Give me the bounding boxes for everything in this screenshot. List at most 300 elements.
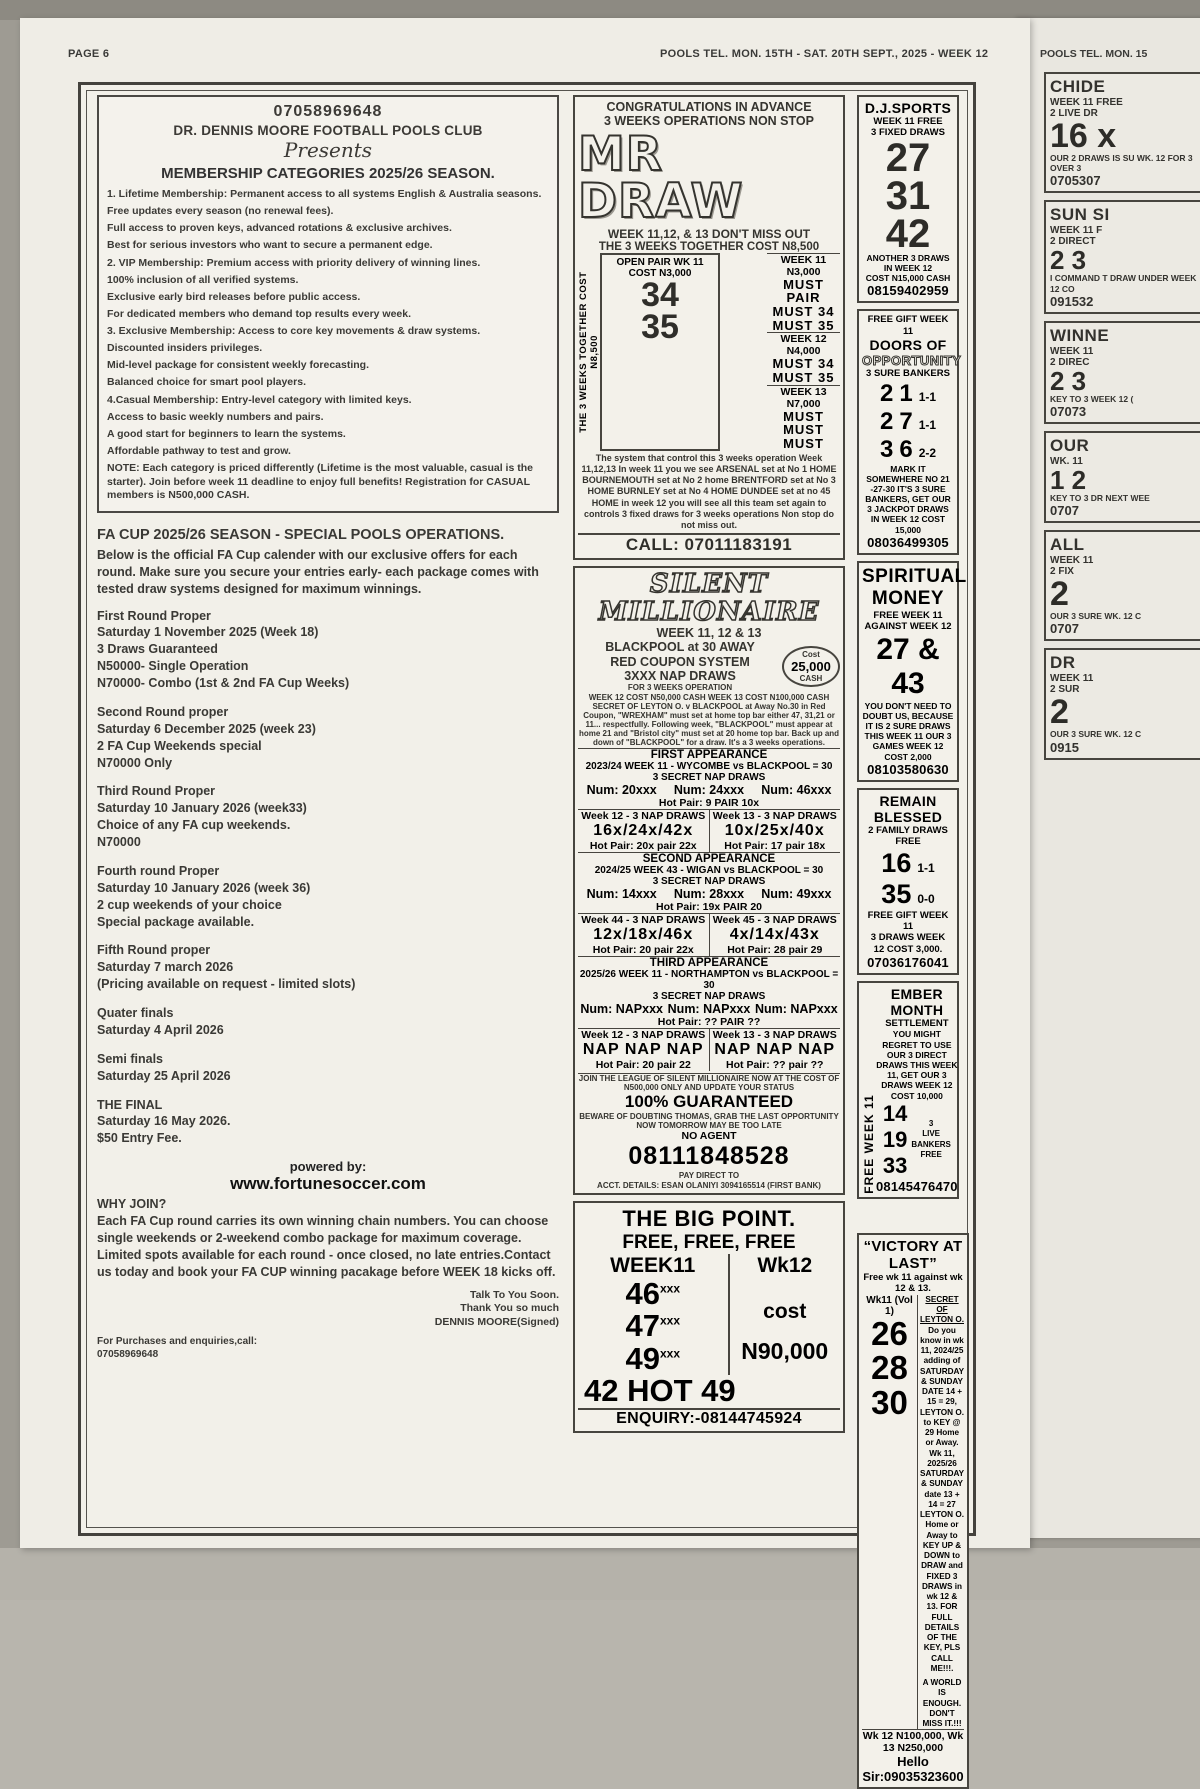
nap-number: Num: 24xxx bbox=[673, 782, 745, 797]
hot-pair: Hot Pair: 19x PAIR 20 bbox=[655, 900, 762, 913]
ember-side-1: 3 bbox=[928, 1119, 934, 1128]
partial-phone[interactable]: 0915 bbox=[1050, 739, 1079, 755]
doors-free-gift: FREE GIFT WEEK 11 bbox=[867, 314, 949, 337]
partial-sub2: 2 FIX bbox=[1050, 566, 1074, 578]
partial-sub2: 2 LIVE DR bbox=[1050, 108, 1098, 119]
doors-sure-bankers-label: 3 SURE BANKERS bbox=[866, 368, 950, 380]
list-item: Mid-level package for consistent weekly forecasting. bbox=[107, 359, 370, 372]
partial-advert bbox=[1044, 530, 1200, 641]
week-column bbox=[578, 913, 710, 956]
partial-number: 2 bbox=[1050, 693, 1069, 732]
mr-draw-line1: CONGRATULATIONS IN ADVANCE bbox=[606, 100, 812, 114]
ember-note: YOU MIGHT REGRET TO USE OUR 3 DIRECT DRAWS THIS WEEK 11, GET OUR 3 DRAWS WEEK 12 COST 10,000 bbox=[876, 1029, 958, 1101]
partial-sub: WEEK 11 bbox=[1050, 345, 1094, 357]
mr-draw-title: MR DRAW bbox=[578, 126, 744, 229]
cost-amount: 25,000 bbox=[791, 658, 831, 674]
partial-advert bbox=[1044, 72, 1200, 193]
open-pair-label: OPEN PAIR WK 11 bbox=[616, 256, 704, 268]
list-item: Free updates every season (no renewal fees). bbox=[107, 205, 334, 218]
week-hot-pair: Hot Pair: 20 pair 22 bbox=[595, 1058, 691, 1071]
spiritual-note: YOU DON'T NEED TO DOUBT US, BECAUSE IT IS 2 SURE DRAWS THIS WEEK 11 OUR 3 GAMES WEEK 12 COST 2,000 bbox=[862, 700, 954, 762]
partial-sub2: 2 DIREC bbox=[1050, 356, 1090, 368]
partial-sub2: 2 SUR bbox=[1050, 684, 1080, 696]
remain-phone[interactable]: 07036176041 bbox=[867, 955, 949, 971]
facup-round bbox=[97, 1005, 559, 1039]
adjacent-page-adverts bbox=[1044, 72, 1200, 767]
number-suffix: xxx bbox=[659, 1314, 680, 1329]
powered-by-block bbox=[97, 1159, 559, 1194]
powered-by-label: powered by: bbox=[289, 1159, 367, 1175]
open-pair-box bbox=[600, 253, 720, 451]
silent-line3: 3XXX NAP DRAWS bbox=[624, 668, 736, 683]
family-draw-row bbox=[862, 879, 954, 910]
dj-sports-phone[interactable]: 08159402959 bbox=[867, 283, 949, 299]
facup-round bbox=[97, 704, 559, 772]
open-pair-number-1: 34 bbox=[641, 275, 679, 314]
doors-title-1: DOORS OF bbox=[869, 337, 947, 354]
round-name: Semi finals bbox=[97, 1051, 163, 1066]
partial-phone[interactable]: 0707 bbox=[1050, 621, 1079, 637]
partial-number: 1 2 bbox=[1050, 464, 1087, 495]
list-item: 100% inclusion of all verified systems. bbox=[107, 273, 299, 286]
victory-title: “VICTORY AT LAST” bbox=[863, 1238, 963, 1272]
website-link[interactable]: www.fortunesoccer.com bbox=[230, 1174, 426, 1194]
must-week-label: WEEK 11 N3,000 bbox=[767, 253, 840, 278]
spiritual-title-2: MONEY bbox=[871, 587, 945, 609]
banker-score: 1-1 bbox=[918, 417, 937, 432]
silent-phone[interactable]: 08111848528 bbox=[628, 1142, 790, 1171]
round-date: Saturday 7 march 2026 bbox=[97, 960, 234, 975]
doors-phone[interactable]: 08036499305 bbox=[867, 534, 949, 550]
banker-row bbox=[862, 380, 954, 408]
dj-sports-title: D.J.SPORTS bbox=[864, 100, 952, 116]
presents-text: Presents bbox=[283, 138, 373, 162]
week-numbers: 12x/18x/46x bbox=[593, 925, 694, 943]
appearance-block bbox=[578, 956, 840, 1071]
remain-title-1: REMAIN bbox=[879, 792, 937, 809]
why-join-block bbox=[97, 1196, 559, 1280]
silent-line2: RED COUPON SYSTEM bbox=[610, 654, 750, 669]
silent-title: SILENT MILLIONAIRE bbox=[598, 569, 820, 627]
why-join-text: Each FA Cup round carries its own winning chain numbers. You can choose single weekends or 2-weekend combo package for maximum coverage. Limited spots available for each round - once closed, no late entries.Contact us today and book your FA CUP winning pacakage before WEEK 18 kicks off. bbox=[97, 1214, 556, 1279]
mr-draw-panels bbox=[578, 253, 840, 451]
appearance-sub: 2024/25 WEEK 43 - WIGAN vs BLACKPOOL = 30 bbox=[594, 864, 824, 876]
nap-number: Num: 46xxx bbox=[761, 782, 832, 797]
dj-sports-footer-1: ANOTHER 3 DRAWS IN WEEK 12 bbox=[866, 252, 950, 273]
week-column bbox=[578, 1028, 710, 1071]
banker-b: 7 bbox=[899, 407, 913, 435]
partial-title: SUN SI bbox=[1050, 205, 1110, 225]
victory-footer: Wk 12 N100,000, Wk 13 N250,000 bbox=[862, 1730, 964, 1755]
must-row: MUST bbox=[783, 408, 824, 424]
must-table bbox=[767, 253, 840, 451]
round-name: Second Round proper bbox=[97, 704, 229, 719]
partial-note: OUR 3 SURE WK. 12 C bbox=[1050, 729, 1142, 740]
ember-title-3: SETTLEMENT bbox=[885, 1018, 949, 1030]
partial-number: 2 bbox=[1050, 575, 1069, 614]
silent-guarantee: 100% GUARANTEED bbox=[624, 1092, 794, 1112]
right-column bbox=[857, 95, 967, 1205]
partial-advert bbox=[1044, 431, 1200, 523]
victory-at-last-advert bbox=[857, 1233, 969, 1789]
round-detail: 3 Draws Guaranteed bbox=[97, 642, 218, 657]
appearance-head: SECOND APPEARANCE bbox=[578, 852, 840, 865]
dj-sports-number: 27 bbox=[885, 135, 931, 180]
remain-draws: 3 DRAWS WEEK bbox=[870, 932, 946, 944]
partial-phone[interactable]: 091532 bbox=[1050, 293, 1094, 309]
round-name: Quater finals bbox=[97, 1006, 174, 1021]
must-row: MUST bbox=[783, 435, 824, 451]
list-item: Balanced choice for smart pool players. bbox=[107, 376, 306, 389]
facup-round bbox=[97, 608, 559, 692]
ember-title-2: MONTH bbox=[890, 1002, 944, 1019]
silent-cost-badge bbox=[782, 646, 840, 687]
victory-number: 26 bbox=[871, 1314, 908, 1352]
doors-title-2: OPPORTUNITY bbox=[862, 353, 962, 369]
signature-line: Thank You so much bbox=[460, 1302, 559, 1315]
partial-sub: WEEK 11 bbox=[1050, 673, 1094, 685]
round-detail: (Pricing available on request - limited slots) bbox=[97, 977, 356, 992]
dj-sports-sub1: WEEK 11 FREE bbox=[873, 116, 943, 127]
purchase-label: For Purchases and enquiries,call: bbox=[97, 1336, 258, 1348]
doors-of-opportunity-advert bbox=[857, 309, 962, 554]
week-column bbox=[710, 1028, 841, 1071]
round-date: Saturday 4 April 2026 bbox=[97, 1022, 224, 1037]
partial-title: WINNE bbox=[1050, 325, 1110, 345]
round-date: Saturday 10 January 2026 (week 36) bbox=[97, 880, 311, 895]
list-item: 3. Exclusive Membership: Access to core key movements & draw systems. bbox=[107, 325, 481, 337]
family-draw-number: 35 bbox=[881, 878, 912, 909]
round-price-combo: N70000- Combo (1st & 2nd FA Cup Weeks) bbox=[97, 676, 350, 691]
victory-col-head: Wk11 (Vol 1) bbox=[866, 1294, 913, 1317]
must-row: MUST 34 bbox=[772, 356, 835, 372]
silent-millionaire-advert bbox=[573, 566, 845, 1195]
appearance-sub: 2023/24 WEEK 11 - WYCOMBE vs BLACKPOOL = 30 bbox=[585, 760, 833, 772]
round-package: Special package available. bbox=[97, 914, 255, 929]
must-row: MUST 35 bbox=[772, 369, 835, 385]
silent-beware: BEWARE OF DOUBTING THOMAS, GRAB THE LAST OPPORTUNITY NOW TOMORROW MAY BE TOO LATE bbox=[579, 1112, 839, 1131]
silent-line4: FOR 3 WEEKS OPERATION bbox=[627, 683, 733, 693]
facup-round bbox=[97, 863, 559, 931]
list-item: 4.Casual Membership: Entry-level category with limited keys. bbox=[107, 393, 412, 406]
big-point-title: THE BIG POINT. bbox=[622, 1205, 796, 1231]
page-frame bbox=[78, 82, 976, 1785]
club-name: DR. DENNIS MOORE FOOTBALL POOLS CLUB bbox=[173, 123, 483, 138]
round-detail: 2 cup weekends of your choice bbox=[97, 897, 282, 912]
family-draw-number: 16 bbox=[881, 847, 912, 878]
round-detail: 2 FA Cup Weekends special bbox=[97, 738, 262, 753]
spiritual-free-week: FREE WEEK 11 bbox=[873, 609, 943, 621]
mr-draw-advert bbox=[573, 95, 845, 560]
week-numbers: NAP NAP NAP bbox=[582, 1040, 704, 1058]
nap-number: Num: 20xxx bbox=[586, 782, 657, 797]
list-item: Discounted insiders privileges. bbox=[107, 342, 263, 355]
ember-number: 14 bbox=[882, 1100, 908, 1126]
mr-draw-call[interactable]: CALL: 07011183191 bbox=[578, 533, 840, 555]
list-item: A good start for beginners to learn the systems. bbox=[107, 427, 346, 440]
list-item: 2. VIP Membership: Premium access with priority delivery of winning lines. bbox=[107, 256, 481, 269]
banker-a: 2 bbox=[879, 407, 894, 435]
week-numbers: 10x/25x/40x bbox=[724, 821, 825, 839]
partial-note: OUR 3 SURE WK. 12 C bbox=[1050, 611, 1142, 622]
appearance-head: THIRD APPEARANCE bbox=[578, 956, 840, 969]
week-title: Week 45 - 3 NAP DRAWS bbox=[712, 913, 837, 926]
dj-sports-footer-2: COST N15,000 CASH bbox=[865, 273, 951, 284]
cost-value: N90,000 bbox=[741, 1337, 829, 1364]
partial-title: DR bbox=[1050, 653, 1076, 673]
ember-title-1: EMBER bbox=[890, 986, 943, 1003]
must-row: MUST bbox=[783, 422, 824, 438]
partial-sub: WEEK 11 F bbox=[1050, 225, 1103, 237]
membership-note: NOTE: Each category is priced differently (Lifetime is the most valuable, casual is the starter). Join before week 11 deadline to enjoy full benefits! Registration for CASUAL members is N500,000 CASH. bbox=[107, 462, 533, 502]
facup-round bbox=[97, 1051, 559, 1085]
must-row: MUST 34 bbox=[772, 304, 835, 320]
round-name: THE FINAL bbox=[97, 1097, 163, 1112]
banker-row bbox=[862, 408, 954, 436]
ember-side-3: BANKERS bbox=[911, 1139, 951, 1149]
partial-number: 2 3 bbox=[1050, 245, 1087, 276]
banker-a: 2 bbox=[879, 379, 894, 407]
must-week-label: WEEK 13 N7,000 bbox=[767, 385, 840, 410]
purchase-info bbox=[97, 1335, 559, 1361]
middle-column bbox=[573, 95, 845, 1439]
mr-draw-vertical-note: THE 3 WEEKS TOGETHER COST N8,500 bbox=[578, 271, 600, 433]
week-title: Week 13 - 3 NAP DRAWS bbox=[712, 809, 837, 822]
week-hot-pair: Hot Pair: 28 pair 29 bbox=[727, 943, 823, 956]
big-point-enquiry[interactable]: ENQUIRY:-08144745924 bbox=[578, 1408, 840, 1428]
silent-line1: BLACKPOOL at 30 AWAY bbox=[605, 640, 755, 655]
big-point-week12-column bbox=[730, 1254, 841, 1376]
partial-sub2: 2 DIRECT bbox=[1050, 236, 1096, 248]
appearance-secret-label: 3 SECRET NAP DRAWS bbox=[652, 771, 766, 783]
family-draw-row bbox=[862, 848, 954, 879]
week-column bbox=[578, 809, 710, 852]
week-column bbox=[710, 913, 841, 956]
page-header-title: POOLS TEL. MON. 15TH - SAT. 20TH SEPT., 2025 - WEEK 12 bbox=[660, 48, 989, 60]
big-point-advert bbox=[573, 1201, 845, 1433]
family-draw-score: 0-0 bbox=[917, 891, 935, 906]
round-name: Third Round Proper bbox=[97, 784, 216, 799]
ember-phone[interactable]: 08145476470 bbox=[876, 1178, 958, 1194]
victory-number: 28 bbox=[871, 1349, 908, 1387]
nap-number: Num: NAPxxx bbox=[754, 1001, 838, 1016]
list-item: Access to basic weekly numbers and pairs. bbox=[107, 410, 324, 423]
facup-round bbox=[97, 942, 559, 993]
dj-sports-number: 31 bbox=[885, 173, 931, 218]
remain-sub: 2 FAMILY DRAWS FREE bbox=[868, 824, 948, 848]
open-pair-cost: COST N3,000 bbox=[628, 267, 692, 279]
week11-label: WEEK11 bbox=[610, 1253, 696, 1277]
mr-draw-weeks: WEEK 11,12, & 13 DON'T MISS OUT bbox=[607, 226, 811, 241]
hot-pair: Hot Pair: ?? PAIR ?? bbox=[657, 1015, 761, 1028]
list-item: Best for serious investors who want to secure a permanent edge. bbox=[107, 239, 433, 252]
partial-number: 16 x bbox=[1050, 117, 1117, 155]
mr-draw-cost: THE 3 WEEKS TOGETHER COST N8,500 bbox=[598, 240, 820, 253]
spiritual-phone[interactable]: 08103580630 bbox=[867, 761, 949, 777]
dj-sports-number: 42 bbox=[885, 211, 931, 256]
family-draw-score: 1-1 bbox=[917, 860, 935, 875]
page-header bbox=[0, 48, 1010, 64]
victory-phone[interactable]: Hello Sir:09035323600 bbox=[862, 1754, 964, 1785]
round-name: First Round Proper bbox=[97, 608, 211, 623]
signature-name: DENNIS MOORE(Signed) bbox=[434, 1315, 559, 1328]
bottom-page-fragment bbox=[300, 1560, 1000, 1600]
round-price: N50000- Single Operation bbox=[97, 659, 249, 674]
banker-row bbox=[862, 436, 954, 464]
spiritual-against-week: AGAINST WEEK 12 bbox=[864, 621, 952, 633]
adjacent-page-header: POOLS TEL. MON. 15 bbox=[1040, 48, 1148, 60]
number-value: 49 bbox=[625, 1340, 660, 1376]
partial-note: OUR 2 DRAWS IS SU WK. 12 FOR 3 OVER 3 bbox=[1050, 153, 1193, 174]
round-date: Saturday 6 December 2025 (week 23) bbox=[97, 721, 316, 736]
spiritual-numbers: 27 & 43 bbox=[876, 632, 940, 700]
must-row: MUST 35 bbox=[772, 317, 835, 333]
big-point-week11-column bbox=[578, 1254, 730, 1376]
membership-list bbox=[107, 188, 549, 458]
round-date: Saturday 16 May 2026. bbox=[97, 1114, 231, 1129]
partial-phone[interactable]: 0707 bbox=[1050, 503, 1079, 519]
appearance-sub: 2025/26 WEEK 11 - NORTHAMPTON vs BLACKPOOL = 30 bbox=[579, 968, 839, 991]
page-number: PAGE 6 bbox=[68, 48, 110, 60]
spiritual-title-1: SPIRITUAL bbox=[862, 565, 967, 587]
week-title: Week 12 - 3 NAP DRAWS bbox=[581, 1028, 706, 1041]
nap-number: Num: 28xxx bbox=[673, 886, 745, 901]
list-item: Full access to proven keys, advanced rotations & exclusive archives. bbox=[107, 222, 452, 235]
remain-blessed-advert bbox=[857, 788, 959, 975]
round-price: N70000 bbox=[97, 835, 141, 850]
victory-secret-column bbox=[920, 1295, 964, 1730]
why-join-title: WHY JOIN? bbox=[97, 1197, 167, 1212]
round-fee: $50 Entry Fee. bbox=[97, 1131, 182, 1146]
number-suffix: xxx bbox=[659, 1281, 680, 1296]
left-column bbox=[97, 95, 559, 1513]
list-item: For dedicated members who demand top results every week. bbox=[107, 307, 412, 320]
cost-currency: CASH bbox=[799, 673, 823, 683]
week-numbers: 16x/24x/42x bbox=[593, 821, 694, 839]
partial-title: ALL bbox=[1050, 535, 1085, 555]
victory-secret-text: Do you know in wk 11, 2024/25 adding of SATURDAY & SUNDAY DATE 14 + 15 = 29, LEYTON O. to KEY @ 29 Home or Away. Wk 11, 2025/26 SATURDAY & SUNDAY date 13 + 14 = 27 LEYTON O. Home or Away to KEY UP & DOWN to DRAW and FIXED 3 DRAWS in wk 12 & 13. FOR FULL DETAILS OF THE KEY, PLS CALL ME!!!. bbox=[920, 1325, 965, 1673]
round-name: Fourth round Proper bbox=[97, 863, 220, 878]
banker-b: 6 bbox=[899, 435, 913, 463]
nap-number: Num: 14xxx bbox=[586, 886, 657, 901]
spiritual-money-advert bbox=[857, 561, 967, 782]
facup-round bbox=[97, 1097, 559, 1148]
silent-fineprint: WEEK 12 COST N50,000 CASH WEEK 13 COST N100,000 CASH SECRET OF LEYTON O. v BLACKPOOL at Away No.30 in Red Coupon, "WREXHAM" must set at home top bar either 47, 31,21 or 11... respectfully. Following week, "BLACKPOOL" must appear at home 21 and "Bristol city" must set at 20 home top bar. Back up and down of "BLACKPOOL" for a draw. It's a 3 weeks operations. bbox=[578, 692, 840, 748]
silent-join: JOIN THE LEAGUE OF SILENT MILLIONAIRE NOW AT THE COST OF N500,000 ONLY AND UPDATE YOUR STATUS bbox=[578, 1073, 840, 1092]
appearance-block bbox=[578, 748, 840, 852]
week12-label: Wk12 bbox=[757, 1253, 813, 1277]
partial-phone[interactable]: 0705307 bbox=[1050, 173, 1101, 189]
week-title: Week 12 - 3 NAP DRAWS bbox=[581, 809, 706, 822]
big-point-hot-line: 42 HOT 49 bbox=[584, 1373, 736, 1409]
partial-advert bbox=[1044, 648, 1200, 759]
dj-sports-sub2: 3 FIXED DRAWS bbox=[871, 127, 945, 139]
must-row: MUST PAIR bbox=[783, 276, 824, 306]
membership-advert bbox=[97, 95, 559, 513]
membership-heading: MEMBERSHIP CATEGORIES 2025/26 SEASON. bbox=[161, 165, 495, 182]
nap-number: Num: NAPxxx bbox=[667, 1001, 751, 1016]
round-price: N70000 Only bbox=[97, 755, 173, 770]
victory-sub: Free wk 11 against wk 12 & 13. bbox=[863, 1272, 963, 1295]
mr-draw-line2: 3 WEEKS OPERATIONS NON STOP bbox=[604, 114, 814, 129]
week-hot-pair: Hot Pair: 17 pair 18x bbox=[724, 839, 826, 852]
partial-note: I COMMAND T DRAW UNDER WEEK 12 CO bbox=[1050, 273, 1197, 294]
round-date: Saturday 10 January 2026 (week33) bbox=[97, 801, 307, 816]
big-point-free: FREE, FREE, FREE bbox=[622, 1231, 796, 1253]
appearance-secret-label: 3 SECRET NAP DRAWS bbox=[652, 875, 766, 887]
list-item: 1. Lifetime Membership: Permanent access to all systems English & Australia seasons. bbox=[107, 188, 542, 200]
ember-number: 19 bbox=[882, 1126, 908, 1152]
partial-advert bbox=[1044, 321, 1200, 424]
partial-sub: WEEK 11 FREE bbox=[1050, 97, 1123, 108]
club-phone: 07058969648 bbox=[273, 103, 383, 120]
week-numbers: 4x/14x/43x bbox=[729, 925, 820, 943]
partial-note: KEY TO 3 WEEK 12 ( bbox=[1050, 393, 1134, 404]
victory-numbers-column bbox=[862, 1295, 918, 1730]
appearance-head: FIRST APPEARANCE bbox=[578, 748, 840, 761]
purchase-phone: 07058969648 bbox=[97, 1349, 159, 1361]
week-hot-pair: Hot Pair: 20x pair 22x bbox=[589, 839, 697, 852]
ember-side-2: LIVE bbox=[922, 1129, 940, 1139]
week-hot-pair: Hot Pair: ?? pair ?? bbox=[726, 1058, 824, 1071]
cost-label: cost bbox=[763, 1299, 807, 1323]
doors-note: MARK IT SOMEWHERE NO 21 -27-30 IT'S 3 SURE BANKERS, GET OUR 3 JACKPOT DRAWS IN WEEK 12 COST 15,000 bbox=[865, 463, 951, 535]
number-value: 47 bbox=[625, 1308, 660, 1344]
number-value: 46 bbox=[625, 1275, 660, 1311]
week-title: Week 44 - 3 NAP DRAWS bbox=[581, 913, 706, 926]
remain-title-2: BLESSED bbox=[873, 808, 943, 825]
list-item: Affordable pathway to test and grow. bbox=[107, 444, 291, 457]
nap-number: Num: 49xxx bbox=[761, 886, 832, 901]
appearance-block bbox=[578, 852, 840, 956]
list-item: Exclusive early bird releases before public access. bbox=[107, 290, 361, 303]
remain-cost: 12 COST 3,000. bbox=[873, 943, 943, 955]
partial-sub: WEEK 11 bbox=[1050, 555, 1094, 567]
silent-weeks: WEEK 11, 12 & 13 bbox=[656, 625, 762, 640]
round-date: Saturday 1 November 2025 (Week 18) bbox=[97, 625, 319, 640]
mr-draw-system-note: The system that control this 3 weeks operation Week 11,12,13 In week 11 you we see ARSENAL set at No 1 HOME BOURNEMOUTH set at No 2 home BRENTFORD set at No 3 HOME BURNLEY set at No 4 HOME DUNDEE set at no 45 HOME in week 12 you will see all this team set again to controls 3 fixed draws for 3 weeks operations Non stop do not miss out. bbox=[581, 452, 837, 531]
week11-number bbox=[578, 1275, 728, 1311]
open-pair-number-2: 35 bbox=[641, 308, 679, 347]
banker-score: 2-2 bbox=[918, 445, 937, 460]
nap-number: Num: NAPxxx bbox=[580, 1001, 663, 1016]
cost-label: Cost bbox=[802, 649, 820, 659]
week-hot-pair: Hot Pair: 20 pair 22x bbox=[592, 943, 694, 956]
signature-block bbox=[97, 1289, 559, 1330]
top-page-fragment bbox=[150, 0, 1030, 16]
week-column bbox=[710, 809, 841, 852]
appearance-secret-label: 3 SECRET NAP DRAWS bbox=[652, 990, 766, 1002]
ember-side-4: FREE bbox=[920, 1150, 942, 1160]
dj-sports-advert bbox=[857, 95, 959, 303]
must-week-label: WEEK 12 N4,000 bbox=[767, 332, 840, 357]
ember-number: 33 bbox=[882, 1152, 908, 1178]
week11-number bbox=[578, 1310, 728, 1343]
facup-intro: Below is the official FA Cup calender with our exclusive offers for each round. Make sure you secure your entries early- each package comes with tested draw systems designed for maximum winnings. bbox=[97, 547, 539, 596]
facup-title: FA CUP 2025/26 SEASON - SPECIAL POOLS OPERATIONS. bbox=[97, 526, 505, 543]
silent-no-agent: NO AGENT bbox=[681, 1130, 737, 1143]
week-title: Week 13 - 3 NAP DRAWS bbox=[712, 1028, 837, 1041]
banker-score: 1-1 bbox=[918, 389, 937, 404]
silent-pay-label: PAY DIRECT TO bbox=[678, 1171, 740, 1181]
partial-number: 2 3 bbox=[1050, 365, 1087, 396]
victory-secret-title: SECRET OF LEYTON O. bbox=[920, 1294, 964, 1325]
victory-world-note: A WORLD IS ENOUGH. DON'T MISS IT.!!! bbox=[922, 1678, 962, 1729]
number-suffix: xxx bbox=[659, 1346, 680, 1361]
facup-round bbox=[97, 783, 559, 851]
victory-number: 30 bbox=[871, 1384, 908, 1422]
partial-phone[interactable]: 07073 bbox=[1050, 403, 1087, 419]
